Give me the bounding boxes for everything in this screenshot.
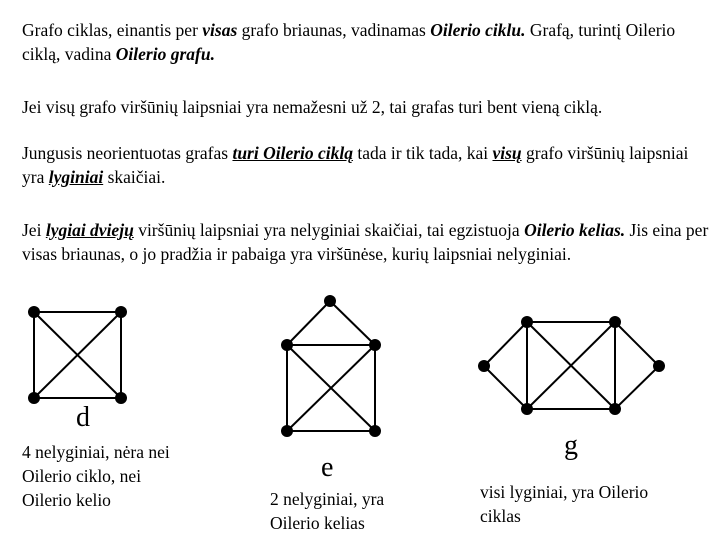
emphasis-all: visas [202, 20, 238, 40]
term-euler-path: Oilerio kelias. [524, 220, 626, 240]
graph-g-vertex [521, 316, 533, 328]
graph-g-vertex [521, 403, 533, 415]
graph-e-label: e [321, 452, 334, 483]
term-euler-graph: Oilerio grafu. [115, 44, 215, 64]
graph-e-edge [330, 301, 375, 345]
graph-e-edge [287, 301, 330, 345]
graph-g-vertex [653, 360, 665, 372]
text-segment: Jungusis neorientuotas grafas [22, 143, 233, 163]
caption-line: 2 nelyginiai, yra [270, 489, 385, 509]
caption-line: ciklas [480, 506, 521, 526]
graph-g-edge [484, 322, 527, 366]
caption-line: 4 nelyginiai, nėra nei [22, 442, 170, 462]
graph-e-vertex [369, 339, 381, 351]
graph-d-label: d [76, 402, 90, 433]
text-segment: grafo viršūnių laipsniai yra [22, 143, 689, 187]
text-segment: tada ir tik tada, kai [353, 143, 493, 163]
graph-d [28, 306, 127, 404]
caption-line: Oilerio kelio [22, 490, 111, 510]
graph-e-vertex [369, 425, 381, 437]
text-segment: viršūnių laipsniai yra nelyginiai skaičiai, tai egzistuoja [133, 220, 525, 240]
term-euler-cycle: Oilerio ciklu. [430, 20, 526, 40]
graph-g-edge [484, 366, 527, 409]
graph-e-vertex [281, 425, 293, 437]
graph-g-edge [615, 366, 659, 409]
text-segment: Jei [22, 220, 46, 240]
caption-line: visi lyginiai, yra Oilerio [480, 482, 649, 502]
caption-line: Oilerio kelias [270, 513, 365, 533]
graph-d-vertex [115, 392, 127, 404]
text-segment: grafo briaunas, vadinamas [237, 20, 431, 40]
caption-line: Oilerio ciklo, nei [22, 466, 142, 486]
emphasis-exactly-two: lygiai dviejų [45, 220, 134, 240]
graph-g [478, 316, 665, 415]
text-segment: skaičiai. [103, 167, 166, 187]
graph-e-vertex [324, 295, 336, 307]
text-segment: Grafo ciklas, einantis per [22, 20, 203, 40]
emphasis-all-vertices: visų [492, 143, 522, 163]
graph-e [281, 295, 381, 437]
text-segment: Jei visų grafo viršūnių laipsniai yra nemažesni už 2, tai grafas turi bent vieną ciklą. [22, 97, 603, 117]
text-segment: Grafą, turintį Oilerio ciklą, vadina [22, 20, 676, 64]
graph-e-caption [270, 487, 384, 535]
graph-d-vertex [28, 306, 40, 318]
graph-d-vertex [115, 306, 127, 318]
graph-d-vertex [28, 392, 40, 404]
graph-g-label: g [564, 430, 578, 461]
graph-g-edge [615, 322, 659, 366]
graph-d-caption [22, 440, 170, 512]
emphasis-even: lyginiai [48, 167, 104, 187]
graph-g-vertex [478, 360, 490, 372]
text-segment: Jis eina per visas briaunas, o jo pradžia ir pabaiga yra viršūnėse, kurių laipsniai nelyginiai. [22, 220, 709, 264]
graph-g-vertex [609, 316, 621, 328]
emphasis-has-euler-cycle: turi Oilerio ciklą [232, 143, 354, 163]
graph-e-vertex [281, 339, 293, 351]
graph-g-caption [480, 480, 648, 528]
graph-g-vertex [609, 403, 621, 415]
